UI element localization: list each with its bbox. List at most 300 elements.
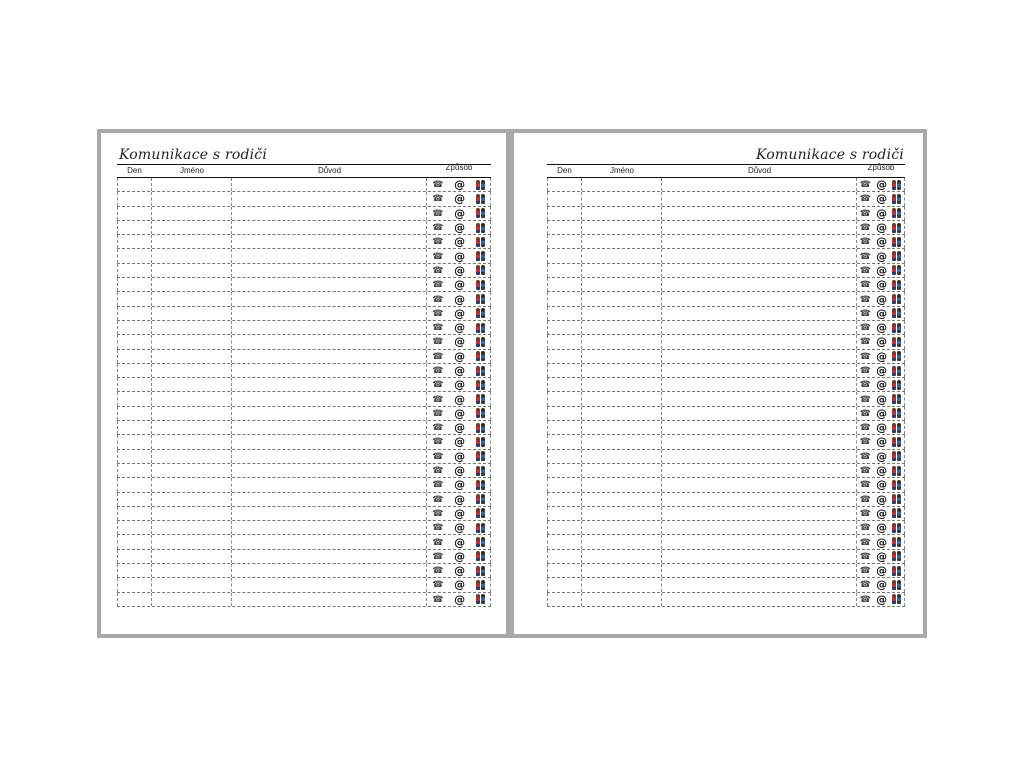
duvod-cell[interactable] <box>232 450 427 463</box>
duvod-cell[interactable] <box>232 407 427 420</box>
zpusob-cell[interactable] <box>427 578 491 591</box>
zpusob-cell[interactable] <box>427 364 491 377</box>
jmeno-cell[interactable] <box>152 521 232 534</box>
duvod-cell[interactable] <box>232 392 427 405</box>
table-row <box>547 249 905 263</box>
people-icon <box>476 237 485 247</box>
duvod-cell[interactable] <box>232 235 427 248</box>
jmeno-cell[interactable] <box>582 335 662 348</box>
den-cell[interactable] <box>117 192 152 205</box>
jmeno-cell[interactable] <box>582 178 662 191</box>
at-icon: @ <box>876 564 888 578</box>
jmeno-cell[interactable] <box>152 364 232 377</box>
den-cell[interactable] <box>547 521 582 534</box>
phone-icon: ☎ <box>859 393 871 404</box>
duvod-cell[interactable] <box>662 435 857 448</box>
phone-icon: ☎ <box>432 522 444 533</box>
zpusob-cell[interactable] <box>427 450 491 463</box>
den-cell[interactable] <box>117 321 152 334</box>
den-cell[interactable] <box>547 578 582 591</box>
phone-icon: ☎ <box>859 493 871 504</box>
jmeno-cell[interactable] <box>582 593 662 606</box>
people-icon <box>476 294 485 304</box>
zpusob-cell[interactable] <box>857 307 905 320</box>
duvod-cell[interactable] <box>662 392 857 405</box>
den-cell[interactable] <box>547 235 582 248</box>
duvod-cell[interactable] <box>232 521 427 534</box>
duvod-cell[interactable] <box>232 564 427 577</box>
table-row <box>547 521 905 535</box>
table-row <box>117 235 491 249</box>
den-cell[interactable] <box>117 478 152 491</box>
at-icon: @ <box>454 235 466 249</box>
zpusob-cell[interactable] <box>427 392 491 405</box>
zpusob-cell[interactable] <box>857 321 905 334</box>
den-cell[interactable] <box>117 378 152 391</box>
jmeno-cell[interactable] <box>582 507 662 520</box>
jmeno-cell[interactable] <box>152 392 232 405</box>
at-icon: @ <box>454 192 466 206</box>
zpusob-cell[interactable] <box>857 278 905 291</box>
zpusob-cell[interactable] <box>857 450 905 463</box>
people-icon <box>476 280 485 290</box>
duvod-cell[interactable] <box>662 364 857 377</box>
jmeno-cell[interactable] <box>152 321 232 334</box>
jmeno-cell[interactable] <box>582 578 662 591</box>
den-cell[interactable] <box>117 421 152 434</box>
duvod-cell[interactable] <box>232 207 427 220</box>
jmeno-cell[interactable] <box>582 321 662 334</box>
den-cell[interactable] <box>117 564 152 577</box>
at-icon: @ <box>876 449 888 463</box>
zpusob-cell[interactable] <box>427 235 491 248</box>
zpusob-cell[interactable] <box>427 192 491 205</box>
duvod-cell[interactable] <box>662 221 857 234</box>
people-icon <box>892 265 901 275</box>
den-cell[interactable] <box>547 249 582 262</box>
duvod-cell[interactable] <box>662 407 857 420</box>
phone-icon: ☎ <box>859 522 871 533</box>
zpusob-cell[interactable] <box>427 307 491 320</box>
duvod-cell[interactable] <box>662 593 857 606</box>
zpusob-cell[interactable] <box>857 192 905 205</box>
zpusob-cell[interactable] <box>427 321 491 334</box>
people-icon <box>476 580 485 590</box>
duvod-cell[interactable] <box>662 207 857 220</box>
zpusob-cell[interactable] <box>857 249 905 262</box>
den-cell[interactable] <box>547 221 582 234</box>
duvod-cell[interactable] <box>232 507 427 520</box>
people-icon <box>892 251 901 261</box>
zpusob-cell[interactable] <box>427 564 491 577</box>
den-cell[interactable] <box>547 178 582 191</box>
zpusob-cell[interactable] <box>857 335 905 348</box>
den-cell[interactable] <box>117 578 152 591</box>
zpusob-cell[interactable] <box>427 292 491 305</box>
jmeno-cell[interactable] <box>152 493 232 506</box>
jmeno-cell[interactable] <box>152 378 232 391</box>
duvod-cell[interactable] <box>232 578 427 591</box>
zpusob-cell[interactable] <box>857 292 905 305</box>
phone-icon: ☎ <box>859 279 871 290</box>
zpusob-cell[interactable] <box>857 550 905 563</box>
jmeno-cell[interactable] <box>582 550 662 563</box>
jmeno-cell[interactable] <box>152 450 232 463</box>
den-cell[interactable] <box>117 392 152 405</box>
phone-icon: ☎ <box>859 350 871 361</box>
duvod-cell[interactable] <box>662 421 857 434</box>
jmeno-cell[interactable] <box>582 521 662 534</box>
duvod-cell[interactable] <box>232 364 427 377</box>
den-cell[interactable] <box>117 307 152 320</box>
zpusob-cell[interactable] <box>857 521 905 534</box>
jmeno-cell[interactable] <box>582 307 662 320</box>
duvod-cell[interactable] <box>662 478 857 491</box>
jmeno-cell[interactable] <box>152 464 232 477</box>
zpusob-cell[interactable] <box>857 578 905 591</box>
den-cell[interactable] <box>547 292 582 305</box>
at-icon: @ <box>876 492 888 506</box>
den-cell[interactable] <box>547 564 582 577</box>
den-cell[interactable] <box>547 593 582 606</box>
zpusob-cell[interactable] <box>427 550 491 563</box>
duvod-cell[interactable] <box>232 535 427 548</box>
jmeno-cell[interactable] <box>152 221 232 234</box>
jmeno-cell[interactable] <box>582 278 662 291</box>
jmeno-cell[interactable] <box>152 578 232 591</box>
zpusob-cell[interactable] <box>427 435 491 448</box>
duvod-cell[interactable] <box>232 292 427 305</box>
den-cell[interactable] <box>117 521 152 534</box>
jmeno-cell[interactable] <box>152 550 232 563</box>
jmeno-cell[interactable] <box>152 264 232 277</box>
jmeno-cell[interactable] <box>582 464 662 477</box>
jmeno-cell[interactable] <box>582 192 662 205</box>
den-cell[interactable] <box>547 307 582 320</box>
duvod-cell[interactable] <box>232 264 427 277</box>
jmeno-cell[interactable] <box>152 535 232 548</box>
zpusob-cell[interactable] <box>427 535 491 548</box>
table-row <box>117 264 491 278</box>
zpusob-cell[interactable] <box>427 207 491 220</box>
phone-icon: ☎ <box>432 465 444 476</box>
zpusob-cell[interactable] <box>427 521 491 534</box>
den-cell[interactable] <box>547 392 582 405</box>
phone-icon: ☎ <box>432 207 444 218</box>
den-cell[interactable] <box>117 435 152 448</box>
at-icon: @ <box>876 263 888 277</box>
jmeno-cell[interactable] <box>152 421 232 434</box>
duvod-cell[interactable] <box>232 350 427 363</box>
table-row <box>547 278 905 292</box>
zpusob-cell[interactable] <box>857 364 905 377</box>
jmeno-cell[interactable] <box>582 249 662 262</box>
people-icon <box>476 566 485 576</box>
phone-icon: ☎ <box>859 365 871 375</box>
zpusob-cell[interactable] <box>857 350 905 363</box>
duvod-cell[interactable] <box>232 435 427 448</box>
den-cell[interactable] <box>547 421 582 434</box>
duvod-cell[interactable] <box>232 307 427 320</box>
jmeno-cell[interactable] <box>152 478 232 491</box>
den-cell[interactable] <box>117 493 152 506</box>
jmeno-cell[interactable] <box>152 507 232 520</box>
table-row <box>117 207 491 221</box>
duvod-cell[interactable] <box>232 321 427 334</box>
zpusob-cell[interactable] <box>427 493 491 506</box>
jmeno-cell[interactable] <box>582 350 662 363</box>
jmeno-cell[interactable] <box>582 207 662 220</box>
zpusob-cell[interactable] <box>857 464 905 477</box>
zpusob-cell[interactable] <box>427 278 491 291</box>
header-jmeno: Jméno <box>609 166 634 175</box>
den-cell[interactable] <box>117 221 152 234</box>
den-cell[interactable] <box>547 264 582 277</box>
den-cell[interactable] <box>547 192 582 205</box>
zpusob-cell[interactable] <box>857 507 905 520</box>
duvod-cell[interactable] <box>232 493 427 506</box>
duvod-cell[interactable] <box>662 578 857 591</box>
jmeno-cell[interactable] <box>582 450 662 463</box>
duvod-cell[interactable] <box>662 550 857 563</box>
den-cell[interactable] <box>547 335 582 348</box>
jmeno-cell[interactable] <box>582 378 662 391</box>
zpusob-cell[interactable] <box>857 493 905 506</box>
people-icon <box>892 308 901 318</box>
den-cell[interactable] <box>117 350 152 363</box>
jmeno-cell[interactable] <box>582 407 662 420</box>
zpusob-cell[interactable] <box>857 435 905 448</box>
jmeno-cell[interactable] <box>582 435 662 448</box>
den-cell[interactable] <box>547 321 582 334</box>
den-cell[interactable] <box>547 278 582 291</box>
duvod-cell[interactable] <box>662 307 857 320</box>
zpusob-cell[interactable] <box>857 478 905 491</box>
at-icon: @ <box>876 478 888 492</box>
den-cell[interactable] <box>547 207 582 220</box>
duvod-cell[interactable] <box>662 278 857 291</box>
den-cell[interactable] <box>547 507 582 520</box>
jmeno-cell[interactable] <box>152 278 232 291</box>
duvod-cell[interactable] <box>662 321 857 334</box>
table-row <box>117 292 491 306</box>
den-cell[interactable] <box>117 178 152 191</box>
den-cell[interactable] <box>117 249 152 262</box>
zpusob-cell[interactable] <box>427 507 491 520</box>
duvod-cell[interactable] <box>662 535 857 548</box>
den-cell[interactable] <box>117 593 152 606</box>
duvod-cell[interactable] <box>232 550 427 563</box>
jmeno-cell[interactable] <box>152 593 232 606</box>
zpusob-cell[interactable] <box>427 478 491 491</box>
den-cell[interactable] <box>117 535 152 548</box>
duvod-cell[interactable] <box>232 593 427 606</box>
table-row <box>547 335 905 349</box>
duvod-cell[interactable] <box>662 464 857 477</box>
zpusob-cell[interactable] <box>857 207 905 220</box>
duvod-cell[interactable] <box>662 249 857 262</box>
zpusob-cell[interactable] <box>857 178 905 191</box>
zpusob-cell[interactable] <box>857 378 905 391</box>
phone-icon: ☎ <box>432 307 444 318</box>
zpusob-cell[interactable] <box>857 235 905 248</box>
duvod-cell[interactable] <box>662 350 857 363</box>
people-icon <box>476 337 485 347</box>
phone-icon: ☎ <box>859 307 871 318</box>
duvod-cell[interactable] <box>662 507 857 520</box>
den-cell[interactable] <box>117 550 152 563</box>
jmeno-cell[interactable] <box>582 564 662 577</box>
jmeno-cell[interactable] <box>152 435 232 448</box>
den-cell[interactable] <box>117 364 152 377</box>
duvod-cell[interactable] <box>232 421 427 434</box>
people-icon <box>476 451 485 461</box>
jmeno-cell[interactable] <box>152 564 232 577</box>
jmeno-cell[interactable] <box>582 292 662 305</box>
den-cell[interactable] <box>117 264 152 277</box>
table-header <box>117 165 491 178</box>
duvod-cell[interactable] <box>232 335 427 348</box>
duvod-cell[interactable] <box>232 378 427 391</box>
duvod-cell[interactable] <box>662 493 857 506</box>
zpusob-cell[interactable] <box>427 593 491 606</box>
den-cell[interactable] <box>117 464 152 477</box>
den-cell[interactable] <box>547 364 582 377</box>
duvod-cell[interactable] <box>232 221 427 234</box>
jmeno-cell[interactable] <box>152 335 232 348</box>
phone-icon: ☎ <box>859 293 871 304</box>
page-right <box>514 133 923 634</box>
duvod-cell[interactable] <box>662 335 857 348</box>
duvod-cell[interactable] <box>662 192 857 205</box>
den-cell[interactable] <box>547 378 582 391</box>
header-jmeno: Jméno <box>179 166 204 175</box>
duvod-cell[interactable] <box>232 249 427 262</box>
den-cell[interactable] <box>117 207 152 220</box>
zpusob-cell[interactable] <box>857 221 905 234</box>
zpusob-cell[interactable] <box>857 564 905 577</box>
jmeno-cell[interactable] <box>152 235 232 248</box>
jmeno-cell[interactable] <box>152 207 232 220</box>
jmeno-cell[interactable] <box>582 364 662 377</box>
den-cell[interactable] <box>547 350 582 363</box>
zpusob-cell[interactable] <box>427 464 491 477</box>
zpusob-cell[interactable] <box>427 378 491 391</box>
den-cell[interactable] <box>117 450 152 463</box>
jmeno-cell[interactable] <box>152 192 232 205</box>
duvod-cell[interactable] <box>662 521 857 534</box>
den-cell[interactable] <box>117 292 152 305</box>
at-icon: @ <box>454 321 466 335</box>
duvod-cell[interactable] <box>232 464 427 477</box>
people-icon <box>476 265 485 275</box>
den-cell[interactable] <box>547 493 582 506</box>
den-cell[interactable] <box>547 478 582 491</box>
duvod-cell[interactable] <box>662 292 857 305</box>
jmeno-cell[interactable] <box>582 535 662 548</box>
at-icon: @ <box>454 349 466 363</box>
table-row <box>117 521 491 535</box>
phone-icon: ☎ <box>859 450 871 461</box>
duvod-cell[interactable] <box>662 264 857 277</box>
zpusob-cell[interactable] <box>427 264 491 277</box>
jmeno-cell[interactable] <box>582 221 662 234</box>
zpusob-cell[interactable] <box>427 407 491 420</box>
zpusob-cell[interactable] <box>857 593 905 606</box>
den-cell[interactable] <box>547 407 582 420</box>
duvod-cell[interactable] <box>662 178 857 191</box>
den-cell[interactable] <box>547 550 582 563</box>
at-icon: @ <box>454 549 466 563</box>
at-icon: @ <box>454 435 466 449</box>
jmeno-cell[interactable] <box>152 249 232 262</box>
den-cell[interactable] <box>117 335 152 348</box>
zpusob-cell[interactable] <box>427 421 491 434</box>
jmeno-cell[interactable] <box>582 493 662 506</box>
den-cell[interactable] <box>117 278 152 291</box>
den-cell[interactable] <box>117 407 152 420</box>
den-cell[interactable] <box>547 435 582 448</box>
people-icon <box>476 351 485 361</box>
jmeno-cell[interactable] <box>582 235 662 248</box>
duvod-cell[interactable] <box>662 235 857 248</box>
duvod-cell[interactable] <box>232 178 427 191</box>
den-cell[interactable] <box>547 535 582 548</box>
duvod-cell[interactable] <box>232 192 427 205</box>
phone-icon: ☎ <box>432 350 444 361</box>
zpusob-cell[interactable] <box>427 178 491 191</box>
jmeno-cell[interactable] <box>582 421 662 434</box>
duvod-cell[interactable] <box>232 478 427 491</box>
den-cell[interactable] <box>547 464 582 477</box>
zpusob-cell[interactable] <box>857 421 905 434</box>
phone-icon: ☎ <box>859 179 871 190</box>
jmeno-cell[interactable] <box>582 392 662 405</box>
zpusob-cell[interactable] <box>857 535 905 548</box>
jmeno-cell[interactable] <box>582 478 662 491</box>
at-icon: @ <box>454 306 466 320</box>
zpusob-cell[interactable] <box>427 221 491 234</box>
den-cell[interactable] <box>117 507 152 520</box>
duvod-cell[interactable] <box>662 450 857 463</box>
zpusob-cell[interactable] <box>427 350 491 363</box>
jmeno-cell[interactable] <box>152 407 232 420</box>
duvod-cell[interactable] <box>662 378 857 391</box>
jmeno-cell[interactable] <box>152 178 232 191</box>
den-cell[interactable] <box>117 235 152 248</box>
jmeno-cell[interactable] <box>152 292 232 305</box>
jmeno-cell[interactable] <box>152 307 232 320</box>
at-icon: @ <box>454 364 466 377</box>
at-icon: @ <box>454 378 466 392</box>
people-icon <box>892 551 901 561</box>
at-icon: @ <box>454 592 466 606</box>
at-icon: @ <box>454 263 466 277</box>
zpusob-cell[interactable] <box>427 335 491 348</box>
zpusob-cell[interactable] <box>427 249 491 262</box>
zpusob-cell[interactable] <box>857 264 905 277</box>
den-cell[interactable] <box>547 450 582 463</box>
zpusob-cell[interactable] <box>857 392 905 405</box>
phone-icon: ☎ <box>432 479 444 490</box>
duvod-cell[interactable] <box>232 278 427 291</box>
duvod-cell[interactable] <box>662 564 857 577</box>
zpusob-cell[interactable] <box>857 407 905 420</box>
phone-icon: ☎ <box>859 322 871 333</box>
jmeno-cell[interactable] <box>152 350 232 363</box>
table-row <box>547 364 905 378</box>
jmeno-cell[interactable] <box>582 264 662 277</box>
